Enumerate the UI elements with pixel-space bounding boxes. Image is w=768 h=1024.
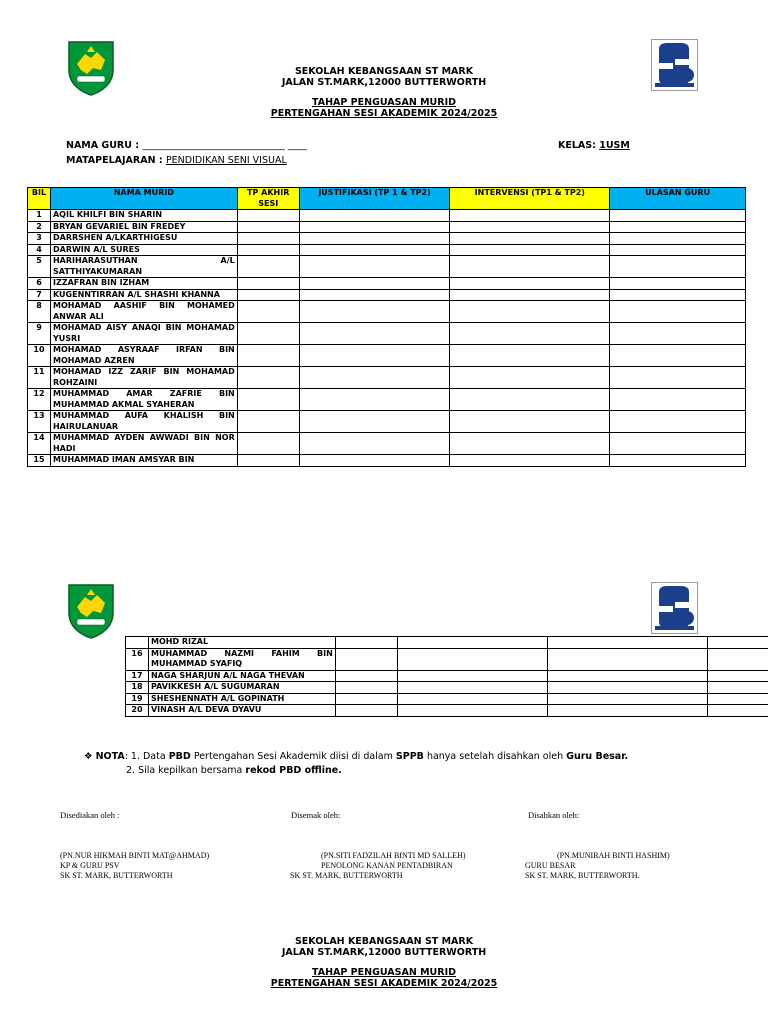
col-ulasan: ULASAN GURU (610, 188, 746, 210)
tp-cell[interactable] (237, 233, 299, 245)
table-row (126, 648, 768, 670)
table-row (28, 367, 746, 389)
student-name: MUHAMMAD AYDEN AWWADI BIN NOR HADI (50, 433, 237, 455)
row-number: 15 (28, 455, 51, 467)
tp-cell[interactable] (237, 389, 299, 411)
row-number: 17 (126, 670, 149, 682)
student-name: SHESHENNATH A/L GOPINATH (148, 693, 335, 705)
justifikasi-cell[interactable] (397, 693, 548, 705)
prepared-signatory (60, 851, 209, 881)
table-row (28, 455, 746, 467)
justifikasi-cell[interactable] (299, 389, 450, 411)
table-row (28, 256, 746, 278)
justifikasi-cell[interactable] (299, 367, 450, 389)
table-row (28, 323, 746, 345)
student-name: MOHAMAD IZZ ZARIF BIN MOHAMAD ROHZAINI (50, 367, 237, 389)
student-name: MOHAMAD AASHIF BIN MOHAMED ANWAR ALI (50, 301, 237, 323)
school-address: JALAN ST.MARK,12000 BUTTERWORTH (281, 947, 487, 958)
student-name: BRYAN GEVARIEL BIN FREDEY (50, 221, 237, 233)
ulasan-cell[interactable] (708, 670, 768, 682)
student-name: KUGENNTIRRAN A/L SHASHI KHANNA (50, 289, 237, 301)
intervensi-cell[interactable] (450, 345, 610, 367)
table-row (126, 670, 768, 682)
ulasan-cell[interactable] (610, 289, 746, 301)
table-row (126, 693, 768, 705)
row-number: 10 (28, 345, 51, 367)
justifikasi-cell[interactable] (299, 411, 450, 433)
doc-title: TAHAP PENGUASAN MURID (312, 97, 456, 108)
justifikasi-cell[interactable] (299, 233, 450, 245)
student-name: VINASH A/L DEVA DYAVU (148, 705, 335, 717)
ulasan-cell[interactable] (610, 210, 746, 222)
school-name: SEKOLAH KEBANGSAAN ST MARK (294, 936, 474, 947)
row-number: 19 (126, 693, 149, 705)
row-number: 8 (28, 301, 51, 323)
note-label: NOTA (95, 751, 125, 762)
intervensi-cell[interactable] (450, 221, 610, 233)
student-name: MOHAMAD AISY ANAQI BIN MOHAMAD YUSRI (50, 323, 237, 345)
table-row (28, 289, 746, 301)
row-number: 7 (28, 289, 51, 301)
checked-signatory (290, 851, 466, 881)
justifikasi-cell[interactable] (299, 455, 450, 467)
note-bullet-icon: ❖ (84, 751, 93, 762)
approved-role: GURU BESAR (525, 861, 576, 870)
ulasan-cell[interactable] (610, 345, 746, 367)
note-block: ❖ NOTA: 1. Data PBD Pertengahan Sesi Akademik diisi di dalam SPPB hanya setelah disahkan oleh Guru Besar. 2. Sila kepilkan bersama rekod PBD offline. (84, 751, 629, 776)
row-number: 16 (126, 648, 149, 670)
student-name: AQIL KHILFI BIN SHARIN (50, 210, 237, 222)
row-number: 14 (28, 433, 51, 455)
doc-subtitle: PERTENGAHAN SESI AKADEMIK 2024/2025 (270, 108, 498, 119)
justifikasi-cell[interactable] (299, 210, 450, 222)
justifikasi-cell[interactable] (299, 221, 450, 233)
intervensi-cell[interactable] (450, 367, 610, 389)
row-number: 12 (28, 389, 51, 411)
row-number: 13 (28, 411, 51, 433)
class-row (558, 140, 630, 151)
prepared-name: (PN.NUR HIKMAH BINTI MAT@AHMAD) (60, 851, 210, 860)
ulasan-cell[interactable] (610, 455, 746, 467)
ulasan-cell[interactable] (610, 301, 746, 323)
intervensi-cell[interactable] (450, 233, 610, 245)
ulasan-cell[interactable] (610, 389, 746, 411)
student-table (27, 187, 746, 467)
prepared-school: SK ST. MARK, BUTTERWORTH (60, 871, 173, 880)
justifikasi-cell[interactable] (299, 323, 450, 345)
tp-cell[interactable] (237, 345, 299, 367)
teacher-blank[interactable]: ______________________________ ____ (142, 140, 307, 151)
ulasan-cell[interactable] (610, 323, 746, 345)
ulasan-cell[interactable] (610, 256, 746, 278)
table-row (126, 705, 768, 717)
tp-cell[interactable] (237, 301, 299, 323)
intervensi-cell[interactable] (548, 648, 708, 670)
row-number: 18 (126, 682, 149, 694)
student-name: PAVIKKESH A/L SUGUMARAN (148, 682, 335, 694)
col-nama: NAMA MURID (50, 188, 237, 210)
col-bil: BIL (28, 188, 51, 210)
row-number: 11 (28, 367, 51, 389)
student-table-continued (125, 636, 768, 717)
doc-title: TAHAP PENGUASAN MURID (312, 967, 456, 978)
justifikasi-cell[interactable] (397, 682, 548, 694)
table-row (28, 433, 746, 455)
approved-signatory (525, 851, 670, 881)
intervensi-cell[interactable] (450, 323, 610, 345)
col-intervensi: INTERVENSI (TP1 & TP2) (450, 188, 610, 210)
tp-cell[interactable] (335, 648, 397, 670)
ulasan-cell[interactable] (610, 244, 746, 256)
prepared-label: Disediakan oleh : (60, 810, 120, 820)
row-number: 1 (28, 210, 51, 222)
class-label: KELAS: (558, 140, 596, 151)
checked-role: PENOLONG KANAN PENTADBIRAN (321, 861, 453, 870)
tp-cell[interactable] (237, 256, 299, 278)
checked-name: (PN.SITI FADZILAH BINTI MD SALLEH) (321, 851, 466, 860)
ulasan-cell[interactable] (610, 233, 746, 245)
school-address: JALAN ST.MARK,12000 BUTTERWORTH (281, 77, 487, 88)
row-number: 20 (126, 705, 149, 717)
student-name: MOHD RIZAL (148, 637, 335, 649)
student-name: MUHAMMAD AUFA KHALISH BIN HAIRULANUAR (50, 411, 237, 433)
student-name: NAGA SHARJUN A/L NAGA THEVAN (148, 670, 335, 682)
tp-cell[interactable] (237, 455, 299, 467)
row-number: 2 (28, 221, 51, 233)
intervensi-cell[interactable] (450, 210, 610, 222)
tp-cell[interactable] (237, 433, 299, 455)
justifikasi-cell[interactable] (299, 256, 450, 278)
justifikasi-cell[interactable] (299, 345, 450, 367)
student-name: MUHAMMAD IMAN AMSYAR BIN (50, 455, 237, 467)
intervensi-cell[interactable] (450, 411, 610, 433)
intervensi-cell[interactable] (450, 278, 610, 290)
student-name: HARIHARASUTHAN A/L SATTHIYAKUMARAN (50, 256, 237, 278)
row-number: 9 (28, 323, 51, 345)
row-number: 4 (28, 244, 51, 256)
student-name: MUHAMMAD NAZMI FAHIM BIN MUHAMMAD SYAFIQ (148, 648, 335, 670)
school-name: SEKOLAH KEBANGSAAN ST MARK (294, 66, 474, 77)
table-row (28, 389, 746, 411)
ulasan-cell[interactable] (708, 693, 768, 705)
col-tp: TP AKHIR SESI (237, 188, 299, 210)
table-row (126, 682, 768, 694)
table-row (28, 244, 746, 256)
tp-cell[interactable] (335, 682, 397, 694)
tp-cell[interactable] (335, 705, 397, 717)
justifikasi-cell[interactable] (299, 289, 450, 301)
intervensi-cell[interactable] (450, 256, 610, 278)
student-name: MUHAMMAD AMAR ZAFRIE BIN MUHAMMAD AKMAL SYAHERAN (50, 389, 237, 411)
approved-name: (PN.MUNIRAH BINTI HASHIM) (557, 851, 670, 860)
tp-cell[interactable] (237, 289, 299, 301)
table-row (28, 210, 746, 222)
prepared-role: KP & GURU PSV (60, 861, 120, 870)
justifikasi-cell[interactable] (299, 278, 450, 290)
tp-cell[interactable] (237, 411, 299, 433)
ulasan-cell[interactable] (610, 411, 746, 433)
ulasan-cell[interactable] (610, 278, 746, 290)
ulasan-cell[interactable] (610, 367, 746, 389)
ulasan-cell[interactable] (708, 648, 768, 670)
ulasan-cell[interactable] (610, 221, 746, 233)
tp-cell[interactable] (237, 221, 299, 233)
col-justifikasi: JUSTIFIKASI (TP 1 & TP2) (299, 188, 450, 210)
justifikasi-cell[interactable] (397, 705, 548, 717)
justifikasi-cell[interactable] (299, 433, 450, 455)
tp-cell[interactable] (237, 367, 299, 389)
subject-value: PENDIDIKAN SENI VISUAL (165, 155, 287, 166)
intervensi-cell[interactable] (548, 670, 708, 682)
intervensi-cell[interactable] (450, 289, 610, 301)
doc-subtitle: PERTENGAHAN SESI AKADEMIK 2024/2025 (270, 978, 498, 989)
intervensi-cell[interactable] (450, 433, 610, 455)
justifikasi-cell[interactable] (299, 301, 450, 323)
student-name: IZZAFRAN BIN IZHAM (50, 278, 237, 290)
approved-school: SK ST. MARK, BUTTERWORTH. (525, 871, 640, 880)
table-row (28, 221, 746, 233)
justifikasi-cell[interactable] (397, 648, 548, 670)
tp-cell[interactable] (237, 278, 299, 290)
teacher-name-row (66, 140, 307, 151)
subject-label: MATAPELAJARAN : (66, 155, 163, 166)
tp-cell[interactable] (237, 323, 299, 345)
table-row (28, 345, 746, 367)
ulasan-cell[interactable] (610, 433, 746, 455)
table-continuation-wrap (0, 636, 768, 720)
ministry-logo-icon (651, 582, 698, 634)
ulasan-cell[interactable] (708, 682, 768, 694)
checked-school: SK ST. MARK, BUTTERWORTH (290, 871, 403, 880)
justifikasi-cell[interactable] (397, 670, 548, 682)
intervensi-cell[interactable] (450, 389, 610, 411)
teacher-label: NAMA GURU : (66, 140, 140, 151)
table-row (28, 278, 746, 290)
student-name: DARWIN A/L SURES (50, 244, 237, 256)
intervensi-cell[interactable] (548, 693, 708, 705)
intervensi-cell[interactable] (450, 455, 610, 467)
class-value: 1USM (599, 140, 630, 151)
tp-cell[interactable] (335, 670, 397, 682)
tp-cell[interactable] (237, 244, 299, 256)
student-name: DARRSHEN A/LKARTHIGESU (50, 233, 237, 245)
tp-cell[interactable] (335, 693, 397, 705)
approved-label: Disahkan oleh: (528, 810, 580, 820)
school-crest-icon (67, 583, 115, 639)
intervensi-cell[interactable] (548, 682, 708, 694)
table-row (28, 301, 746, 323)
intervensi-cell[interactable] (548, 705, 708, 717)
table-row (28, 233, 746, 245)
intervensi-cell[interactable] (450, 301, 610, 323)
row-number: 5 (28, 256, 51, 278)
tp-cell[interactable] (237, 210, 299, 222)
row-number: 3 (28, 233, 51, 245)
justifikasi-cell[interactable] (299, 244, 450, 256)
table-row (126, 637, 768, 649)
ulasan-cell[interactable] (708, 705, 768, 717)
table-row (28, 411, 746, 433)
student-name: MOHAMAD ASYRAAF IRFAN BIN MOHAMAD AZREN (50, 345, 237, 367)
row-number: 6 (28, 278, 51, 290)
subject-row (66, 155, 287, 166)
intervensi-cell[interactable] (450, 244, 610, 256)
checked-label: Disemak oleh: (291, 810, 341, 820)
